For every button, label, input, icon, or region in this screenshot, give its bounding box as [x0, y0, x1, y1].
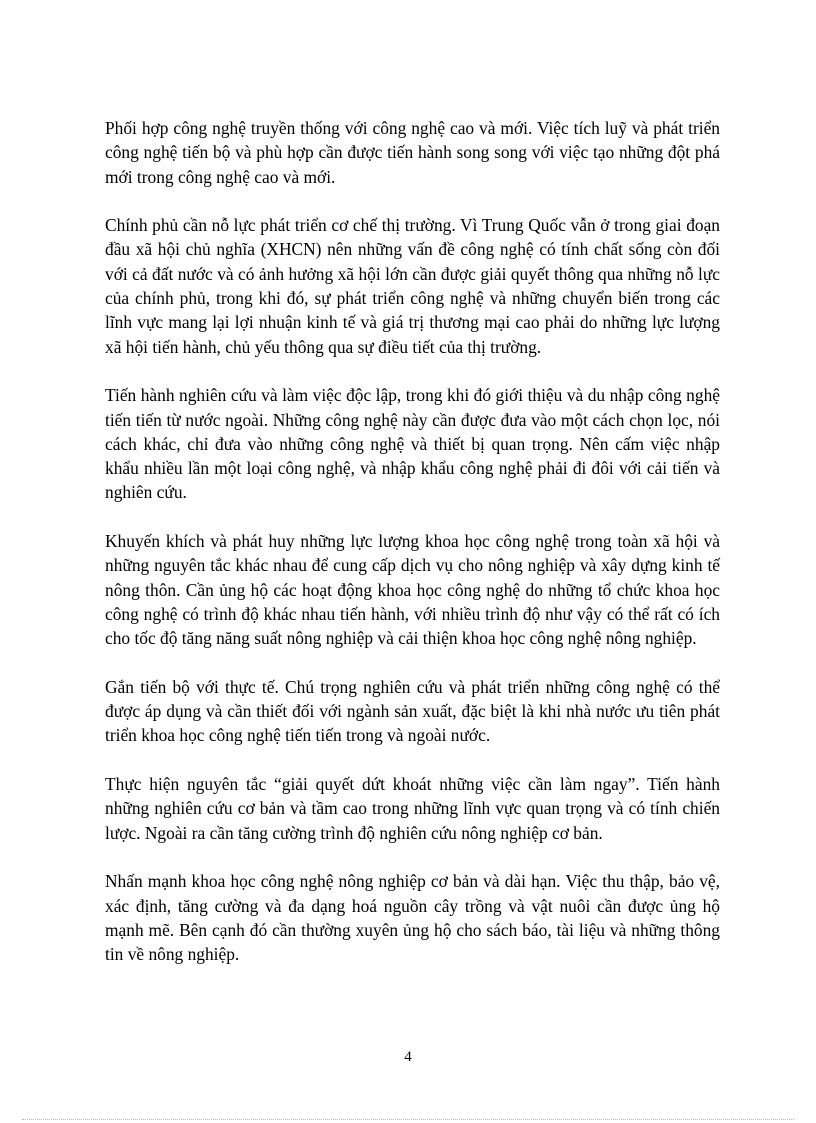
paragraph-5: Gắn tiến bộ với thực tế. Chú trọng nghiên cứu và phát triển những công nghệ có thể được áp dụng và cần thiết đối với ngành sản xuất, đặc biệt là khi nhà nước ưu tiên phát triển khoa học công nghệ tiến tiến trong và ngoài nước.	[105, 676, 720, 746]
page-divider	[22, 1119, 794, 1120]
paragraph-4: Khuyến khích và phát huy những lực lượng khoa học công nghệ trong toàn xã hội và những nguyên tắc khác nhau để cung cấp dịch vụ cho nông nghiệp và xây dựng kinh tế nông thôn. Cần ủng hộ các hoạt động khoa học công nghệ do những tổ chức khoa học công nghệ có trình độ khác nhau tiến hành, với nhiều trình độ như vậy có thể rất có ích cho tốc độ tăng năng suất nông nghiệp và cải thiện khoa học công nghệ nông nghiệp.	[105, 531, 720, 649]
paragraph-2: Chính phủ cần nỗ lực phát triển cơ chế thị trường. Vì Trung Quốc vẫn ở trong giai đoạn đầu xã hội chủ nghĩa (XHCN) nên những vấn đề công nghệ có tính chất sống còn đối với cả đất nước và có ảnh hưởng xã hội lớn cần được giải quyết thông qua những nỗ lực của chính phủ, trong khi đó, sự phát triển công nghệ và những chuyển biến trong các lĩnh vực mang lại lợi nhuận kinh tế và giá trị thương mại cao phải do những lực lượng xã hội tiến hành, chủ yếu thông qua sự điều tiết của thị trường.	[105, 215, 720, 357]
document-body	[105, 116, 720, 991]
paragraph-6: Thực hiện nguyên tắc “giải quyết dứt khoát những việc cần làm ngay”. Tiến hành những nghiên cứu cơ bản và tầm cao trong những lĩnh vực quan trọng và có tính chiến lược. Ngoài ra cần tăng cường trình độ nghiên cứu nông nghiệp cơ bản.	[105, 774, 720, 843]
paragraph-1: Phối hợp công nghệ truyền thống với công nghệ cao và mới. Việc tích luỹ và phát triển công nghệ tiến bộ và phù hợp cần được tiến hành song song với việc tạo những đột phá mới trong công nghệ cao và mới.	[105, 118, 720, 187]
paragraph-7: Nhấn mạnh khoa học công nghệ nông nghiệp cơ bản và dài hạn. Việc thu thập, bảo vệ, xác định, tăng cường và đa dạng hoá nguồn cây trồng và vật nuôi cần được ủng hộ mạnh mẽ. Bên cạnh đó cần thường xuyên ủng hộ cho sách báo, tài liệu và những thông tin về nông nghiệp.	[105, 871, 720, 965]
page-number: 4	[404, 1049, 412, 1065]
paragraph-3: Tiến hành nghiên cứu và làm việc độc lập, trong khi đó giới thiệu và du nhập công nghệ tiến tiến từ nước ngoài. Những công nghệ này cần được đưa vào một cách chọn lọc, nói cách khác, chỉ đưa vào những công nghệ và thiết bị quan trọng. Nên cấm việc nhập khẩu nhiều lần một loại công nghệ, và nhập khẩu công nghệ phải đi đôi với cải tiến và nghiên cứu.	[105, 385, 720, 503]
